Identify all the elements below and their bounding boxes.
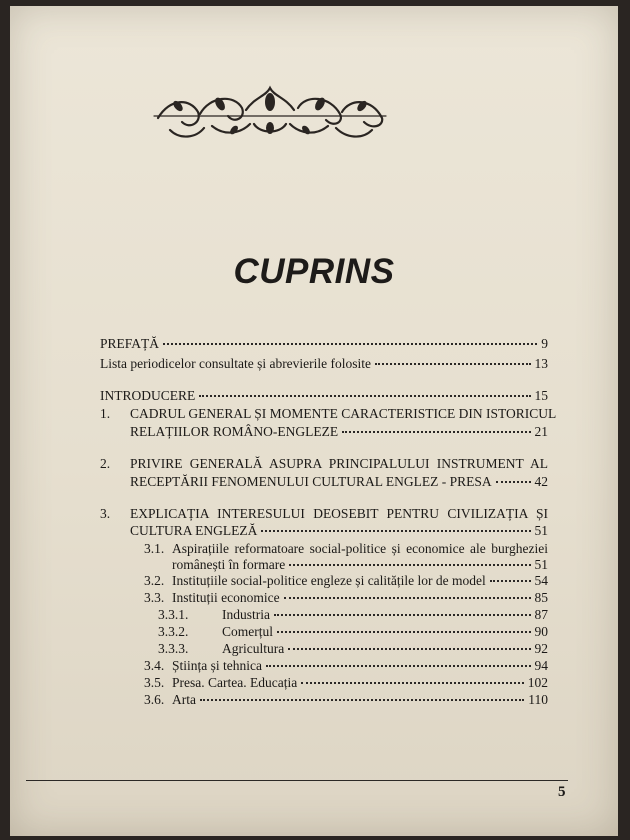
toc-page-number: 85 [534,590,548,605]
chapter-number: 1. [100,406,111,421]
subsection-number: 3.3.2. [158,624,189,639]
dot-leader [289,563,530,566]
toc-page-number: 110 [528,692,548,707]
toc-entry-3-3-2[interactable] [222,624,548,640]
section-number: 3.1. [144,541,165,556]
toc-label: RELAȚIILOR ROMÂNO-ENGLEZE [130,424,339,439]
toc-label: Comerțul [222,624,273,639]
toc-entry-3-6[interactable] [172,692,548,708]
chapter-number: 2. [100,456,111,471]
toc-page-number: 51 [534,523,548,538]
toc-label: Instituții economice [172,590,280,605]
page-title: CUPRINS [233,252,395,291]
dot-leader [277,630,531,633]
chapter-number: 3. [100,506,111,521]
dot-leader [288,647,530,650]
toc-page-number: 13 [534,356,548,371]
toc-page-number: 42 [534,474,548,489]
book-page [10,6,618,836]
toc-page-number: 102 [527,675,548,690]
subsection-number: 3.3.3. [158,641,189,656]
dot-leader [375,362,530,365]
toc-page-number: 87 [534,607,548,622]
section-number: 3.2. [144,573,165,588]
dot-leader [284,596,531,599]
table-of-contents [10,6,618,836]
toc-entry-3-2[interactable] [172,573,548,589]
toc-entry-lista[interactable] [100,356,548,372]
toc-page-number: 9 [541,336,548,351]
toc-entry-3-3-1[interactable] [222,607,548,623]
toc-label: Instituțiile social-politice engleze și calitățile lor de model [172,573,486,588]
dot-leader [163,342,537,345]
dot-leader [199,394,530,397]
toc-page-number: 90 [534,624,548,639]
section-number: 3.4. [144,658,165,673]
toc-entry-chapter-3[interactable] [130,523,548,539]
page-number: 5 [558,784,566,800]
dot-leader [496,480,531,483]
dot-leader [490,579,531,582]
toc-entry-chapter-1[interactable] [130,424,548,440]
toc-entry-introducere[interactable] [100,388,548,404]
toc-entry-3-3[interactable] [172,590,548,606]
dot-leader [200,698,524,701]
section-title-line[interactable]: Aspirațiile reformatoare social-politice și economice ale burgheziei [172,541,548,556]
toc-page-number: 54 [534,573,548,588]
subsection-number: 3.3.1. [158,607,189,622]
chapter-title-line[interactable]: CADRUL GENERAL ȘI MOMENTE CARACTERISTICE DIN ISTORICUL [130,406,557,421]
toc-label: Arta [172,692,196,707]
toc-label: INTRODUCERE [100,388,196,403]
footer-rule [26,780,568,781]
chapter-title-line[interactable]: EXPLICAȚIA INTERESULUI DEOSEBIT PENTRU CIVILIZAȚIA ȘI [130,506,548,521]
toc-label: Agricultura [222,641,285,656]
toc-entry-prefata[interactable] [100,336,548,352]
toc-page-number: 94 [534,658,548,673]
toc-label: CULTURA ENGLEZĂ [130,523,258,538]
chapter-title-line[interactable]: PRIVIRE GENERALĂ ASUPRA PRINCIPALULUI INSTRUMENT AL [130,456,548,471]
toc-page-number: 21 [534,424,548,439]
toc-entry-chapter-2[interactable] [130,474,548,490]
toc-page-number: 51 [534,557,548,572]
toc-label: Știința și tehnica [172,658,262,673]
section-number: 3.6. [144,692,165,707]
dot-leader [342,430,530,433]
section-number: 3.5. [144,675,165,690]
toc-label: Industria [222,607,270,622]
toc-label: PREFAȚĂ [100,336,160,351]
dot-leader [301,681,524,684]
section-number: 3.3. [144,590,165,605]
toc-entry-3-3-3[interactable] [222,641,548,657]
toc-page-number: 15 [534,388,548,403]
toc-label: Lista periodicelor consultate și abrevierile folosite [100,356,372,371]
toc-page-number: 92 [534,641,548,656]
dot-leader [266,664,531,667]
dot-leader [261,529,530,532]
toc-entry-3-4[interactable] [172,658,548,674]
toc-entry-3-5[interactable] [172,675,548,691]
dot-leader [274,613,531,616]
toc-entry-3-1[interactable] [172,557,548,573]
toc-label: RECEPTĂRII FENOMENULUI CULTURAL ENGLEZ - PRESA [130,474,492,489]
toc-label: Presa. Cartea. Educația [172,675,298,690]
toc-label: românești în formare [172,557,286,572]
